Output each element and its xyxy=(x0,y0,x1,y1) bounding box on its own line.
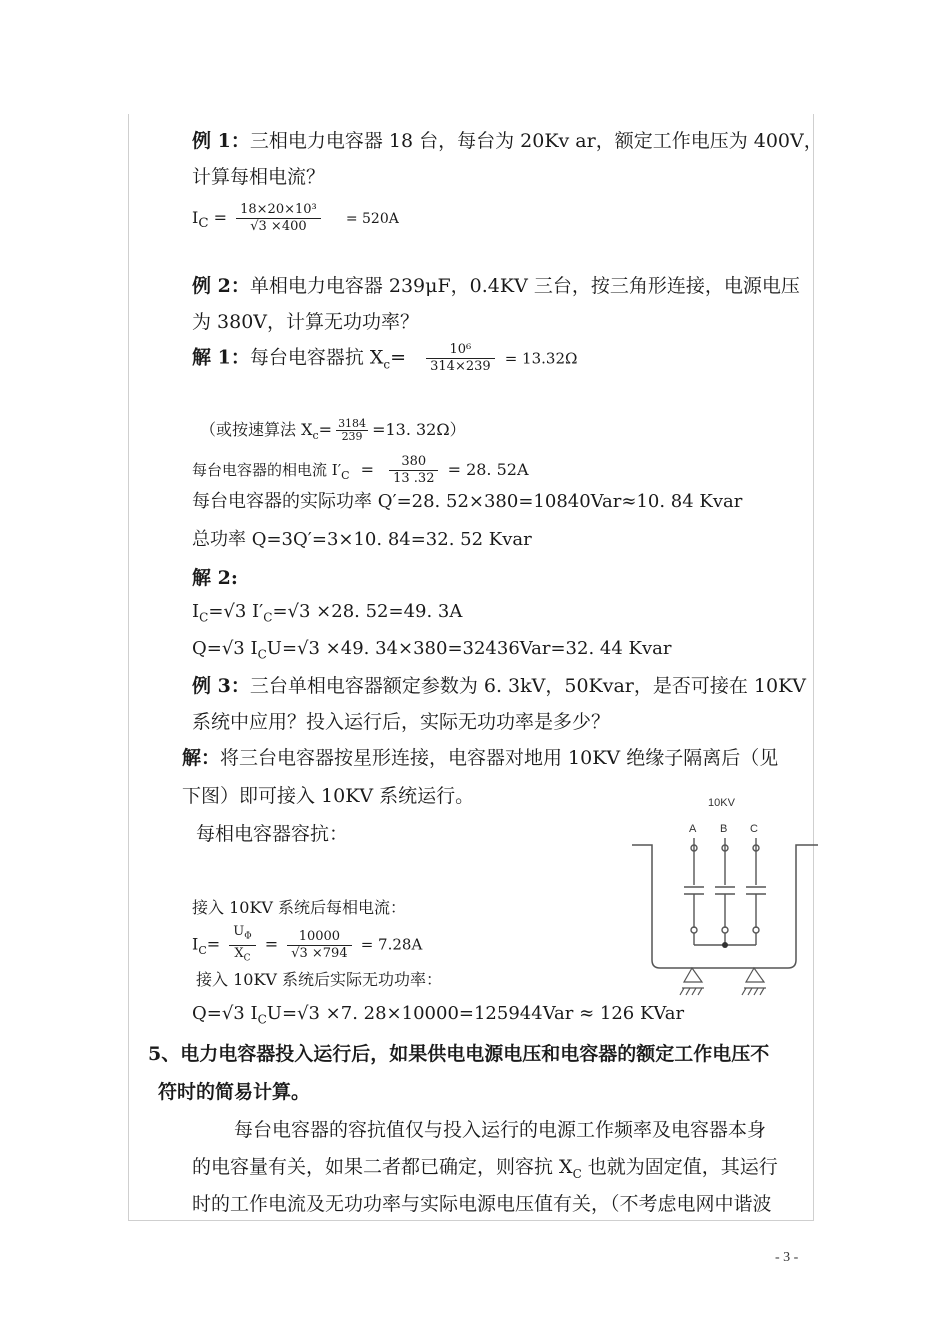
ex2-sol1-denominator: 314×239 xyxy=(430,359,491,374)
ex1-text1: 三相电力电容器 18 台，每台为 20Kv ar，额定工作电压为 400V， xyxy=(249,130,823,152)
ex3-ic-lhs: I xyxy=(192,934,199,954)
ex2-q-rest: U=√3 ×49. 34×380=32436Var=32. 44 Kvar xyxy=(266,638,672,659)
ex2-sol1-text: 每台电容器抗 X xyxy=(249,346,384,369)
ex2-sol1-result: = 13.32Ω xyxy=(504,349,578,368)
diagram-title: 10KV xyxy=(708,797,735,809)
ex2-sol1 xyxy=(192,342,577,376)
ex2-current xyxy=(192,454,529,488)
ex2-ic-rest: =√3 I′ xyxy=(208,601,264,622)
section5-para-line1: 每台电容器的容抗值仅与投入运行的电源工作频率及电容器本身 xyxy=(234,1119,767,1141)
page-number: - 3 - xyxy=(775,1250,799,1265)
ex2-fast-denominator: 239 xyxy=(341,430,363,443)
ex2-power: 每台电容器的实际功率 Q′=28. 52×380=10840Var≈10. 84 Kvar xyxy=(192,491,743,512)
ex3-ic-den1-text: X xyxy=(234,945,244,961)
ex2-sol1-numerator: 10⁶ xyxy=(426,342,495,359)
ex2-ic-line xyxy=(192,600,462,630)
section5-para-line3: 时的工作电流及无功功率与实际电源电压值有关，（不考虑电网中谐波 xyxy=(192,1193,772,1215)
ex3-ic-den1-sub: C xyxy=(243,953,251,964)
ex2-ic-sub: C xyxy=(199,610,209,625)
ex2-fast-sub: c xyxy=(312,429,319,443)
ex1-line1 xyxy=(192,129,823,153)
ex3-ic-fraction2 xyxy=(287,929,351,962)
section5-heading-line1: 5、电力电容器投入运行后，如果供电电源电压和电容器的额定工作电压不 xyxy=(148,1043,770,1065)
ex3-ic-sub: C xyxy=(198,943,207,957)
ex1-lhs: I xyxy=(192,208,199,227)
section5-para-line2 xyxy=(192,1155,778,1186)
section5-heading-line2: 符时的简易计算。 xyxy=(158,1081,311,1103)
ex3-ic-num1 xyxy=(229,924,255,946)
ex2-q-pre: Q=√3 I xyxy=(192,638,258,659)
insulator-supports xyxy=(680,968,766,995)
ex2-sol1-label: 解 1： xyxy=(192,346,250,369)
ex3-line1 xyxy=(192,674,806,698)
ex3-q-line xyxy=(192,1002,684,1032)
ex3-ic-den1 xyxy=(229,946,255,967)
ex2-fast-pre: （或按速算法 X xyxy=(200,420,313,439)
ex1-denominator: √3 ×400 xyxy=(250,219,307,234)
ex2-current-sub: C xyxy=(341,469,350,483)
phase-label-b: B xyxy=(720,823,728,835)
ex2-ic-sub2: C xyxy=(263,610,273,625)
ex2-fast-eq: = xyxy=(318,420,333,439)
ex3-sol-line1 xyxy=(182,746,778,770)
ex1-result: = 520A xyxy=(345,211,399,227)
phase-lines xyxy=(684,838,766,945)
ex3-q-pre: Q=√3 I xyxy=(192,1003,258,1024)
ex3-ic-fraction1 xyxy=(229,924,255,966)
phase-label-a: A xyxy=(689,823,697,835)
ex3-ic-num1-text: U xyxy=(233,924,245,939)
ex2-sol1-fraction xyxy=(426,342,495,375)
neutral-node xyxy=(722,942,728,948)
ex2-current-fraction xyxy=(389,454,438,487)
ex1-fraction xyxy=(236,202,321,235)
ex2-ic-rest2: =√3 ×28. 52=49. 3A xyxy=(272,601,463,622)
ex3-text2: 系统中应用？投入运行后，实际无功功率是多少？ xyxy=(192,711,611,733)
ex2-sol2-label: 解 2: xyxy=(192,567,238,589)
ex2-current-pre: 每台电容器的相电流 I′ xyxy=(192,461,342,479)
ex3-ic-num1-sub: Φ xyxy=(244,931,252,942)
section5-para2-pre: 的电容量有关，如果二者都已确定，则容抗 X xyxy=(192,1156,573,1178)
ex2-q-sub: C xyxy=(257,647,267,662)
ex1-lhs-sub: C xyxy=(198,216,209,232)
ex2-q-line xyxy=(192,637,671,667)
ex2-current-denominator: 13 .32 xyxy=(393,471,435,486)
ex2-current-result: = 28. 52A xyxy=(447,460,529,479)
ex2-line1 xyxy=(192,274,800,298)
ex1-text2: 计算每相电流？ xyxy=(192,166,326,188)
ex3-ic-num2: 10000 xyxy=(287,929,351,946)
ex2-fast-numerator: 3184 xyxy=(338,417,367,430)
ex1-label: 例 1： xyxy=(192,130,250,152)
ex2-fast xyxy=(200,418,466,448)
ex3-sol-label: 解： xyxy=(182,747,221,769)
ex3-ic-eq: = xyxy=(206,934,221,954)
ex3-q-sub: C xyxy=(257,1012,267,1027)
ex2-text2: 为 380V，计算无功功率？ xyxy=(192,311,420,333)
ex3-ic-den2: √3 ×794 xyxy=(291,945,348,961)
section5-para2-post: 也就为固定值，其运行 xyxy=(581,1156,778,1178)
ex3-reactance: 每相电容器容抗： xyxy=(196,823,349,845)
ex2-fast-result: =13. 32Ω） xyxy=(372,420,466,439)
ex3-label: 例 3： xyxy=(192,675,250,697)
ex1-formula xyxy=(192,202,399,236)
ex3-ic-formula xyxy=(192,924,422,966)
ex3-ic-eq2: = xyxy=(264,934,279,954)
ex2-sol1-eq: = xyxy=(390,346,407,369)
ex3-text1: 三台单相电容器额定参数为 6. 3kV，50Kvar，是否可接在 10KV xyxy=(249,675,807,697)
ex2-text1: 单相电力电容器 239μF，0.4KV 三台，按三角形连接，电源电压 xyxy=(249,275,800,297)
section5-para2-sub: C xyxy=(572,1166,582,1181)
ex3-ic-result: = 7.28A xyxy=(360,935,423,954)
ex1-numerator: 18×20×10³ xyxy=(236,202,321,219)
ex2-total: 总功率 Q=3Q′=3×10. 84=32. 52 Kvar xyxy=(192,529,532,550)
ex3-sol-text2: 下图）即可接入 10KV 系统运行。 xyxy=(182,785,475,807)
ex3-current-label: 接入 10KV 系统后每相电流： xyxy=(192,898,407,917)
ex3-sol-text1: 将三台电容器按星形连接，电容器对地用 10KV 绝缘子隔离后（见 xyxy=(220,747,779,769)
capacitor-star-diagram xyxy=(630,790,820,1010)
ex3-power-label: 接入 10KV 系统后实际无功功率： xyxy=(196,970,443,989)
phase-label-c: C xyxy=(750,823,758,835)
ex2-sol1-sub: c xyxy=(383,357,391,372)
ex2-label: 例 2： xyxy=(192,275,250,297)
ex1-eq: = xyxy=(208,208,228,227)
ex2-fast-fraction xyxy=(336,418,368,443)
ex2-current-numerator: 380 xyxy=(389,454,438,471)
ex3-q-rest: U=√3 ×7. 28×10000=125944Var ≈ 126 KVar xyxy=(266,1003,685,1024)
ex2-ic-lhs: I xyxy=(192,601,200,622)
ex2-current-eq: = xyxy=(360,460,375,479)
